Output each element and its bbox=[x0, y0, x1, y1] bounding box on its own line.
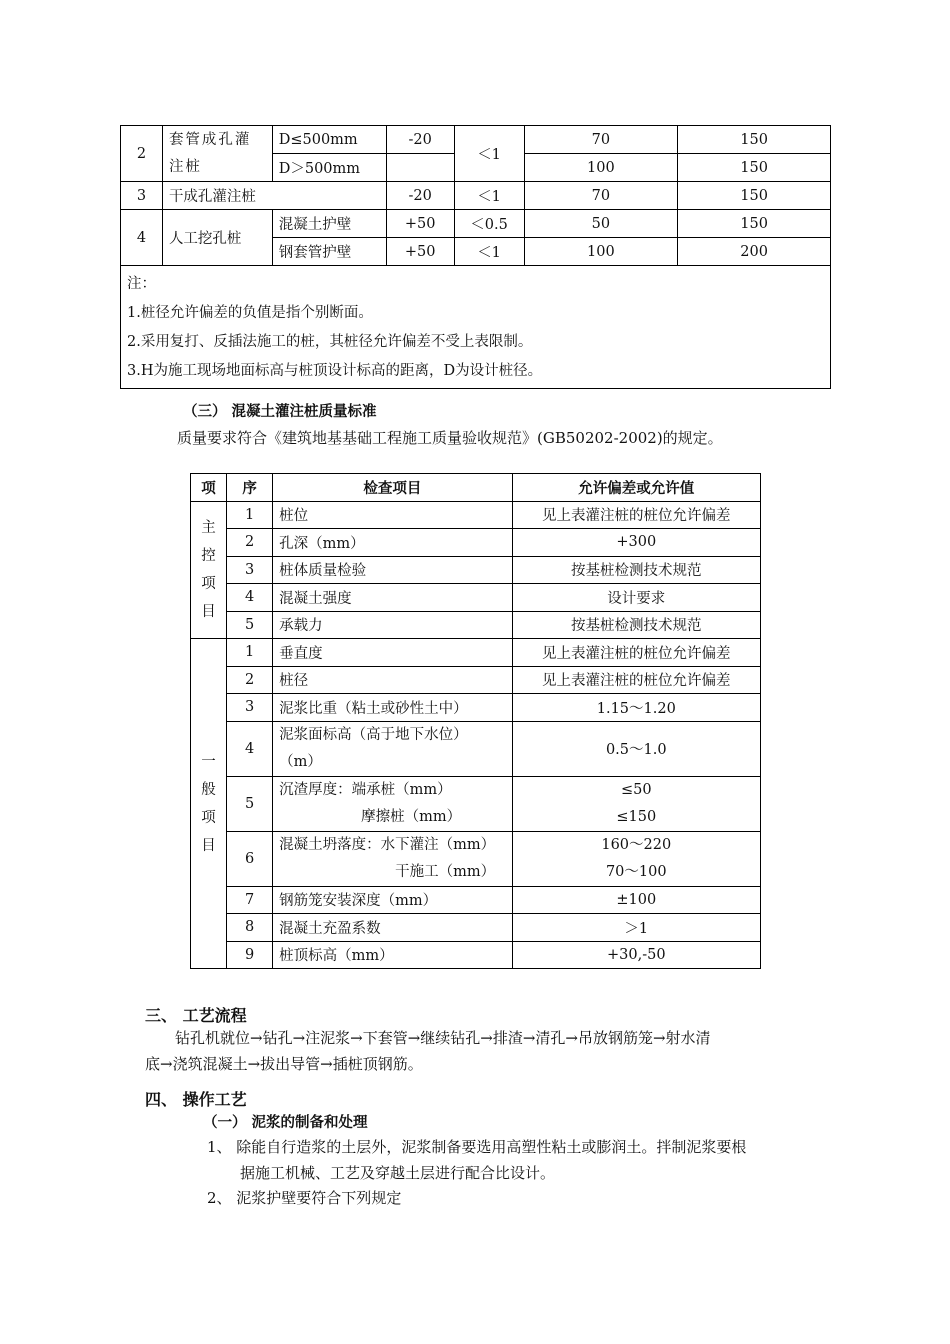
item-number: 3 bbox=[227, 556, 273, 584]
table-row bbox=[191, 886, 761, 914]
check-item: 承载力 bbox=[273, 611, 512, 639]
item-number: 3 bbox=[227, 694, 273, 722]
allowed-value bbox=[512, 831, 760, 886]
allowed-value: 见上表灌注桩的桩位允许偏差 bbox=[512, 501, 760, 529]
item-number: 8 bbox=[227, 914, 273, 942]
allowed-value-line: 160～220 bbox=[601, 836, 672, 853]
item-number: 4 bbox=[227, 584, 273, 612]
section-heading: （三） 混凝土灌注桩质量标准 bbox=[183, 404, 377, 420]
check-item-line: （m） bbox=[279, 753, 322, 770]
position-deviation-a: 100 bbox=[524, 154, 678, 182]
allowed-value-line: ≤50 bbox=[620, 781, 652, 798]
table-header-row bbox=[191, 474, 761, 502]
section-heading: 三、 工艺流程 bbox=[145, 1006, 247, 1025]
allowed-value: 见上表灌注桩的桩位允许偏差 bbox=[512, 639, 760, 667]
check-item bbox=[273, 831, 512, 886]
position-deviation-b: 200 bbox=[678, 238, 831, 266]
verticality: ＜1 bbox=[454, 126, 524, 182]
diameter-deviation bbox=[386, 154, 454, 182]
col-header: 项 bbox=[191, 474, 227, 502]
diameter-deviation: +50 bbox=[386, 238, 454, 266]
col-header: 允许偏差或允许值 bbox=[512, 474, 760, 502]
category-general: 一般项目 bbox=[191, 639, 227, 969]
list-item: 据施工机械、工艺及穿越土层进行配合比设计。 bbox=[240, 1164, 556, 1182]
table-row bbox=[191, 694, 761, 722]
check-item-line: 沉渣厚度：端承桩（mm） bbox=[279, 781, 452, 798]
verticality: ＜1 bbox=[454, 182, 524, 210]
pile-type: 人工挖孔桩 bbox=[162, 210, 272, 266]
section-heading: 四、 操作工艺 bbox=[145, 1090, 247, 1109]
check-item: 桩位 bbox=[273, 501, 512, 529]
check-item: 桩体质量检验 bbox=[273, 556, 512, 584]
position-deviation-b: 150 bbox=[678, 154, 831, 182]
item-number: 2 bbox=[227, 529, 273, 557]
table-row bbox=[191, 639, 761, 667]
table-row bbox=[191, 556, 761, 584]
pile-condition: D＞500mm bbox=[272, 154, 386, 182]
item-number: 2 bbox=[227, 666, 273, 694]
table-row bbox=[191, 941, 761, 969]
diameter-deviation: +50 bbox=[386, 210, 454, 238]
position-deviation-a: 50 bbox=[524, 210, 678, 238]
allowed-value: 见上表灌注桩的桩位允许偏差 bbox=[512, 666, 760, 694]
note-item: 3.H为施工现场地面标高与桩顶设计标高的距离，D为设计桩径。 bbox=[127, 363, 543, 379]
allowed-value: ±100 bbox=[512, 886, 760, 914]
table-row bbox=[191, 721, 761, 776]
item-number: 9 bbox=[227, 941, 273, 969]
section-paragraph: 质量要求符合《建筑地基基础工程施工质量验收规范》(GB50202-2002)的规定。 bbox=[177, 429, 723, 447]
position-deviation-a: 70 bbox=[524, 126, 678, 154]
table-notes bbox=[121, 266, 831, 389]
allowed-value bbox=[512, 776, 760, 831]
note-item: 1.桩径允许偏差的负值是指个别断面。 bbox=[127, 305, 373, 321]
pile-type: 套管成孔灌注桩 bbox=[162, 126, 272, 182]
pile-type: 干成孔灌注桩 bbox=[162, 182, 386, 210]
table-row bbox=[191, 776, 761, 831]
check-item: 孔深（mm） bbox=[273, 529, 512, 557]
item-number: 5 bbox=[227, 776, 273, 831]
list-item: 2、 泥浆护壁要符合下列规定 bbox=[207, 1189, 402, 1207]
notes-title: 注： bbox=[127, 276, 156, 292]
pile-condition: 钢套管护壁 bbox=[272, 238, 386, 266]
allowed-value-line: 70～100 bbox=[605, 863, 667, 880]
check-item: 泥浆比重（粘土或砂性土中） bbox=[273, 694, 512, 722]
check-item: 混凝土充盈系数 bbox=[273, 914, 512, 942]
position-deviation-a: 70 bbox=[524, 182, 678, 210]
allowed-value: 按基桩检测技术规范 bbox=[512, 611, 760, 639]
diameter-deviation: -20 bbox=[386, 182, 454, 210]
check-item-line: 摩擦桩（mm） bbox=[361, 808, 462, 825]
item-number: 4 bbox=[227, 721, 273, 776]
table-row bbox=[191, 611, 761, 639]
item-number: 1 bbox=[227, 501, 273, 529]
table-row bbox=[191, 914, 761, 942]
position-deviation-b: 150 bbox=[678, 126, 831, 154]
col-header: 序 bbox=[227, 474, 273, 502]
allowed-value: 设计要求 bbox=[512, 584, 760, 612]
allowed-value: +30,-50 bbox=[512, 941, 760, 969]
item-number: 5 bbox=[227, 611, 273, 639]
row-number: 3 bbox=[121, 182, 163, 210]
table-row bbox=[191, 666, 761, 694]
allowed-value: 1.15～1.20 bbox=[512, 694, 760, 722]
check-item-line: 混凝土坍落度：水下灌注（mm） bbox=[279, 836, 496, 853]
quality-standard-table bbox=[190, 473, 761, 969]
subsection-heading: （一） 泥浆的制备和处理 bbox=[203, 1115, 368, 1131]
item-number: 7 bbox=[227, 886, 273, 914]
verticality: ＜1 bbox=[454, 238, 524, 266]
table-row bbox=[121, 182, 831, 210]
allowed-value: +300 bbox=[512, 529, 760, 557]
check-item bbox=[273, 721, 512, 776]
process-flow-line: 钻孔机就位→钻孔→注泥浆→下套管→继续钻孔→排渣→清孔→吊放钢筋笼→射水清 bbox=[175, 1029, 711, 1047]
pile-deviation-table bbox=[120, 125, 831, 389]
check-item-line: 干施工（mm） bbox=[395, 863, 496, 880]
table-row bbox=[121, 210, 831, 238]
table-row bbox=[191, 529, 761, 557]
table-row bbox=[191, 584, 761, 612]
item-number: 6 bbox=[227, 831, 273, 886]
process-flow-line: 底→浇筑混凝土→拔出导管→插桩顶钢筋。 bbox=[145, 1055, 423, 1073]
position-deviation-b: 150 bbox=[678, 210, 831, 238]
note-item: 2.采用复打、反插法施工的桩，其桩径允许偏差不受上表限制。 bbox=[127, 334, 533, 350]
check-item: 桩径 bbox=[273, 666, 512, 694]
row-number: 4 bbox=[121, 210, 163, 266]
verticality: ＜0.5 bbox=[454, 210, 524, 238]
check-item-line: 泥浆面标高（高于地下水位） bbox=[279, 726, 468, 743]
position-deviation-b: 150 bbox=[678, 182, 831, 210]
category-main: 主控项目 bbox=[191, 501, 227, 639]
diameter-deviation: -20 bbox=[386, 126, 454, 154]
check-item bbox=[273, 776, 512, 831]
allowed-value-line: ≤150 bbox=[616, 808, 657, 825]
item-number: 1 bbox=[227, 639, 273, 667]
table-row bbox=[191, 501, 761, 529]
pile-condition: 混凝土护壁 bbox=[272, 210, 386, 238]
position-deviation-a: 100 bbox=[524, 238, 678, 266]
check-item: 钢筋笼安装深度（mm） bbox=[273, 886, 512, 914]
check-item: 混凝土强度 bbox=[273, 584, 512, 612]
check-item: 垂直度 bbox=[273, 639, 512, 667]
check-item: 桩顶标高（mm） bbox=[273, 941, 512, 969]
table-row bbox=[121, 126, 831, 154]
table-row bbox=[191, 831, 761, 886]
allowed-value: 按基桩检测技术规范 bbox=[512, 556, 760, 584]
row-number: 2 bbox=[121, 126, 163, 182]
col-header: 检查项目 bbox=[273, 474, 512, 502]
pile-condition: D≤500mm bbox=[272, 126, 386, 154]
notes-row bbox=[121, 266, 831, 389]
list-item: 1、 除能自行造浆的土层外，泥浆制备要选用高塑性粘土或膨润土。拌制泥浆要根 bbox=[207, 1138, 747, 1156]
allowed-value: 0.5～1.0 bbox=[512, 721, 760, 776]
allowed-value: ＞1 bbox=[512, 914, 760, 942]
